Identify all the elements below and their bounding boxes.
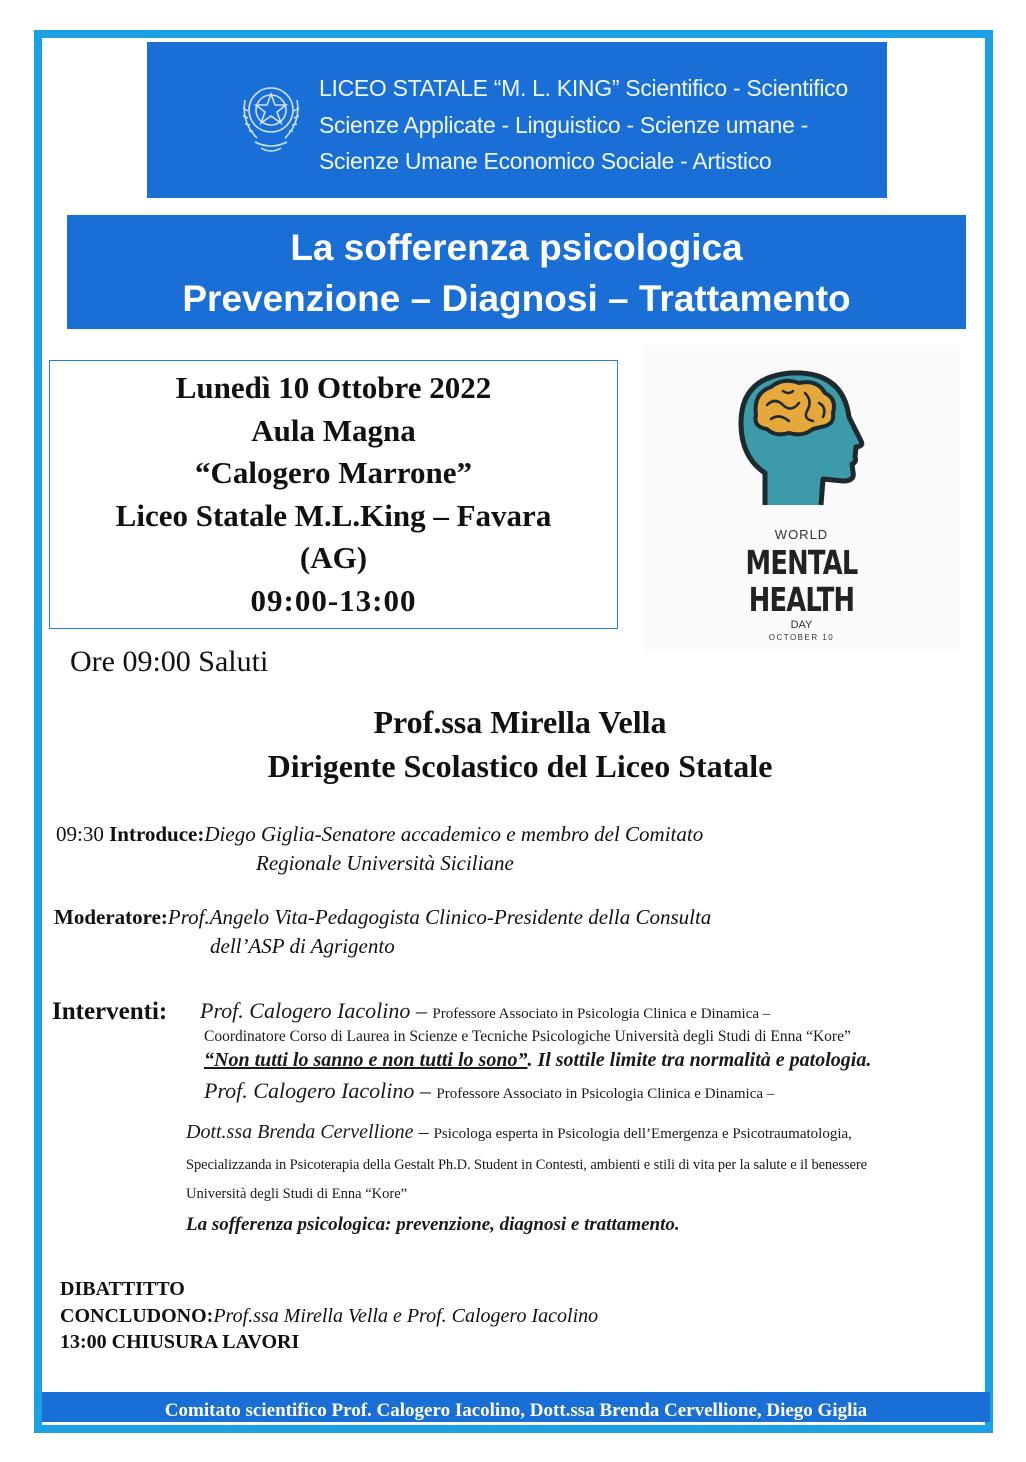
title-line-2: Prevenzione – Diagnosi – Trattamento [182,278,851,319]
event-hall-name: “Calogero Marrone” [195,455,472,490]
moderator-label: Moderatore: [54,905,168,929]
moderator-item [54,903,711,961]
moderator-text-2: dell’ASP di Agrigento [210,934,395,958]
speaker3-line-3: Università degli Studi di Enna “Kore” [186,1186,408,1202]
intervention-speaker2: Prof. Calogero Iacolino – Professore Associato in Psicologia Clinica e Dinamica – [204,1078,775,1103]
speaker1-coordinator: Coordinatore Corso di Laurea in Scienze e Tecniche Psicologiche Università degli Studi di Enna “Kore” [204,1028,851,1045]
event-time: 09:00-13:00 [250,582,417,618]
conclude-text: Prof.ssa Mirella Vella e Prof. Calogero Iacolino [213,1304,599,1327]
introduction-item [56,820,703,878]
speaker1-name: Prof. Calogero Iacolino [200,998,411,1023]
intro-time: 09:30 [56,822,104,846]
scientific-committee-footer: Comitato scientifico Prof. Calogero Iacolino, Dott.ssa Brenda Cervellione, Diego Giglia [42,1392,990,1422]
event-date: Lunedì 10 Ottobre 2022 [175,370,492,405]
title-line-1: La sofferenza psicologica [290,227,743,268]
interventions-label: Interventi: [52,998,168,1025]
talk1 [204,1049,871,1072]
principal-block [60,700,980,788]
speaker1-role: Professore Associato in Psicologia Clinica e Dinamica – [432,1006,771,1022]
logo-mental: MENTAL [745,543,858,582]
event-province: (AG) [299,540,368,575]
talk1-rest: . Il sottile limite tra normalità e patologia. [527,1049,872,1071]
principal-role: Dirigente Scolastico del Liceo Statale [267,748,773,784]
speaker2-name: Prof. Calogero Iacolino [204,1078,415,1103]
principal-name: Prof.ssa Mirella Vella [373,704,667,740]
talk2-title: La sofferenza psicologica: prevenzione, diagnosi e trattamento. [186,1214,680,1235]
logo-health: HEALTH [748,580,855,619]
logo-world: WORLD [774,527,829,542]
intervention-speaker3: Dott.ssa Brenda Cervellione – Psicologa esperta in Psicologia dell’Emergenza e Psicotraumatologia, [186,1121,852,1143]
intro-label: Introduce: [109,822,205,846]
logo-date: OCTOBER 10 [768,633,835,642]
speaker3-role: Psicologa esperta in Psicologia dell’Emergenza e Psicotraumatologia, [433,1126,852,1142]
event-venue: Liceo Statale M.L.King – Favara [115,497,552,533]
head-brain-icon [643,345,960,525]
event-title [67,215,966,329]
school-line-3: Scienze Umane Economico Sociale - Artistico [319,148,772,174]
closing-time: 13:00 CHIUSURA LAVORI [60,1331,300,1353]
intro-text-1: Diego Giglia-Senatore accademico e membro del Comitato [204,822,704,846]
italian-republic-emblem-icon [235,70,307,162]
event-hall: Aula Magna [251,412,416,448]
intervention-speaker1: Prof. Calogero Iacolino – Professore Associato in Psicologia Clinica e Dinamica – [200,998,771,1023]
intro-text-2: Regionale Università Siciliane [256,851,514,875]
speaker3-name: Dott.ssa Brenda Cervellione [186,1121,414,1143]
world-mental-health-day-logo [643,345,960,650]
school-name [319,70,848,180]
debate: DIBATTITTO [60,1278,185,1300]
speaker3-line-2: Specializzanda in Psicoterapia della Gestalt Ph.D. Student in Contesti, ambienti e stili di vita per la salute e il benessere [186,1157,867,1173]
school-header [147,42,887,198]
event-info-box [49,360,618,629]
conclude-label: CONCLUDONO: [60,1304,214,1327]
moderator-text-1: Prof.Angelo Vita-Pedagogista Clinico-Presidente della Consulta [167,905,712,929]
closing-block [60,1276,598,1356]
greetings-time: Ore 09:00 Saluti [70,645,269,678]
talk1-title: “Non tutti lo sanno e non tutti lo sono” [204,1049,528,1071]
logo-day: DAY [790,619,813,631]
school-line-1: LICEO STATALE “M. L. KING” Scientifico - Scientifico [319,75,848,101]
speaker2-role: Professore Associato in Psicologia Clinica e Dinamica – [436,1086,775,1102]
school-line-2: Scienze Applicate - Linguistico - Scienze umane - [319,111,809,138]
